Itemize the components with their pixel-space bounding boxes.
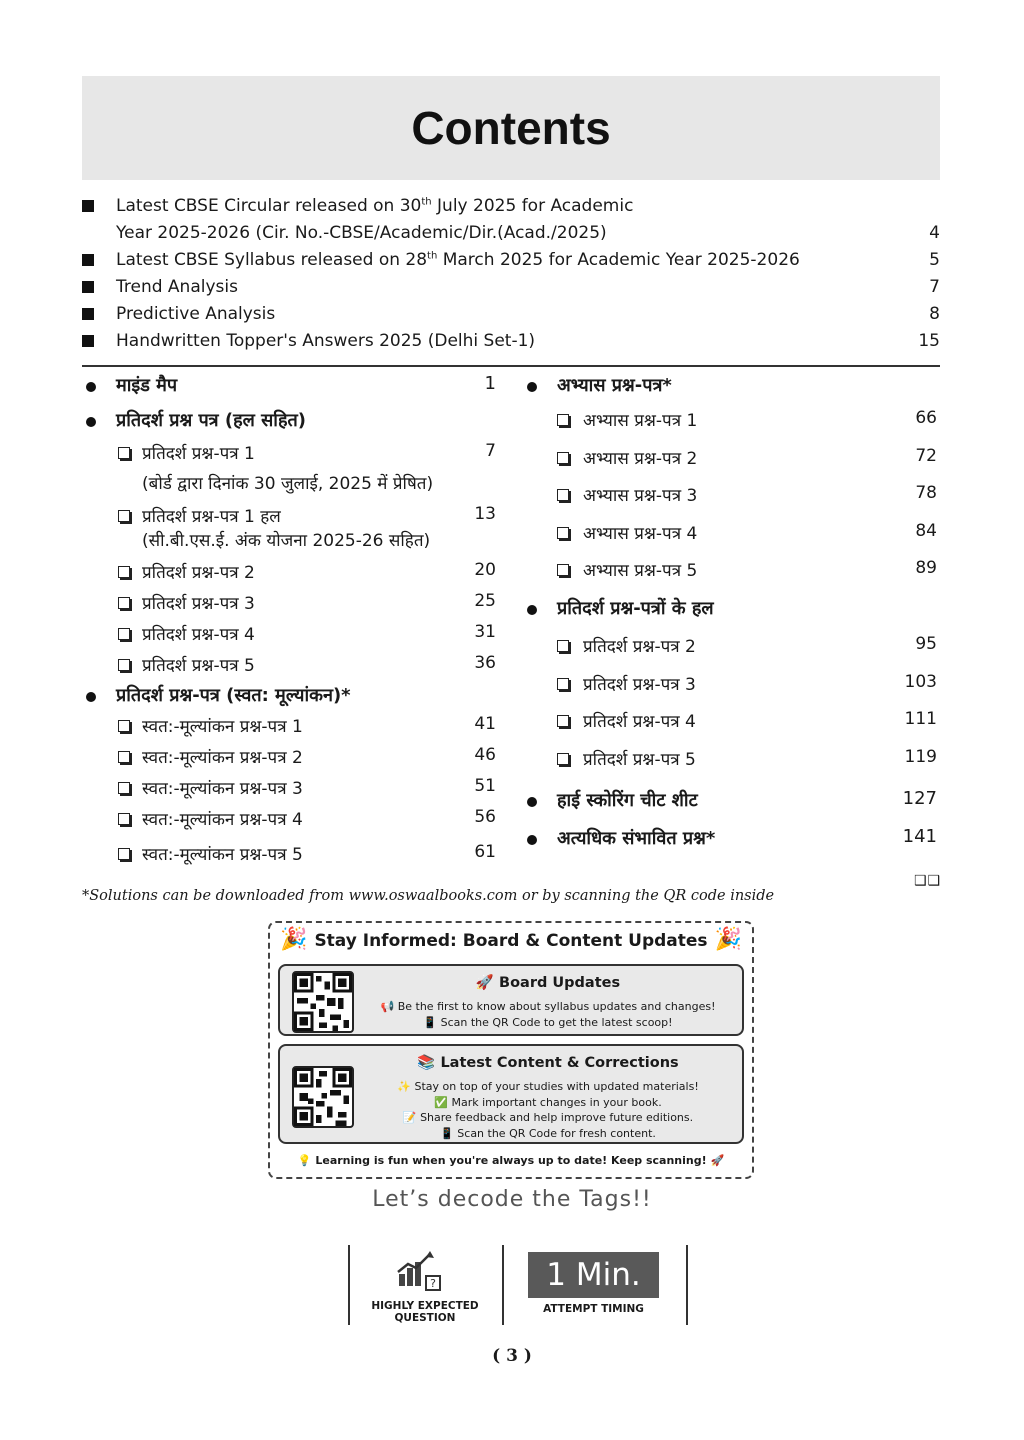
checkbox-icon [557,753,569,765]
page-number: 5 [929,250,940,270]
divider [502,1245,504,1325]
round-bullet-icon [527,605,537,615]
checkbox-icon [557,715,569,727]
divider [686,1245,688,1325]
square-bullet-icon [82,335,94,347]
checkbox-icon [557,527,569,539]
page-title: Contents [411,102,611,154]
footnote: *Solutions can be downloaded from www.oswaalbooks.com or by scanning the QR code inside [82,888,775,904]
checkbox-icon [557,564,569,576]
square-bullet-icon [82,254,94,266]
round-bullet-icon [86,417,96,427]
title-band [82,76,940,180]
top-entries [82,193,940,355]
highly-expected-label: HIGHLY EXPECTED QUESTION [371,1300,479,1324]
page-number: 15 [918,331,940,351]
checkbox-icon [557,489,569,501]
round-bullet-icon [86,692,96,702]
end-mark: ❑❑ [914,873,942,889]
checkbox-icon [557,640,569,652]
checkbox-icon [118,751,130,763]
round-bullet-icon [527,835,537,845]
list-item: Year 2025-2026 (Cir. No.-CBSE/Academic/Dir.(Acad./2025) 4 [82,220,940,247]
round-bullet-icon [527,797,537,807]
list-item: Latest CBSE Circular released on 30th July 2025 for Academic [82,193,940,220]
attempt-timing-badge: 1 Min. [528,1252,659,1298]
page-number: 4 [929,223,940,243]
page-number: ( 3 ) [492,1346,532,1366]
rocket-icon: 🚀 [475,975,494,991]
square-bullet-icon [82,281,94,293]
checkbox-icon [118,848,130,860]
party-popper-icon: 🎉 [714,927,742,952]
updates-box: 🎉 🎉 Stay Informed: Board & Content Updates 🚀 Board Updates 📢 Be the first to know about syllabus updates and changes! 📱 Scan the QR Code to get the latest scoop! 📚 Latest Content & Corrections ✨ Stay on top of your studies with updated materials! ✅ Mark important changes in your book. 📝 Share feedback and help improve future editions. 📱 Scan the QR Code for fresh content. 💡 Learning is fun when you're always up to date! Keep scanning! 🚀 [268,921,754,1179]
books-icon: 📚 [417,1055,436,1071]
round-bullet-icon [527,382,537,392]
checkbox-icon [118,782,130,794]
checkbox-icon [557,452,569,464]
item-note: (बोर्ड द्वारा दिनांक 30 जुलाई, 2025 में प्रेषित) [142,474,434,494]
checkbox-icon [118,813,130,825]
content-updates-card: 📚 Latest Content & Corrections ✨ Stay on top of your studies with updated materials! ✅ Mark important changes in your book. 📝 Share feedback and help improve future editions. 📱 Scan the QR Code for fresh content. [278,1044,744,1144]
checkbox-icon [118,720,130,732]
checkbox-icon [118,597,130,609]
checkbox-icon [557,678,569,690]
tags-title: Let’s decode the Tags!! [372,1187,652,1212]
updates-title: Stay Informed: Board & Content Updates [314,931,708,951]
square-bullet-icon [82,200,94,212]
qr-code-icon[interactable] [292,1066,354,1128]
checkbox-icon [118,566,130,578]
bulb-icon: 💡 [297,1154,312,1167]
list-item: Latest CBSE Syllabus released on 28th March 2025 for Academic Year 2025-2026 5 [82,247,940,274]
attempt-timing-label: ATTEMPT TIMING [543,1303,644,1315]
board-updates-card: 🚀 Board Updates 📢 Be the first to know about syllabus updates and changes! 📱 Scan the QR Code to get the latest scoop! [278,964,744,1036]
page-number: 8 [929,304,940,324]
qr-code-icon[interactable] [292,971,354,1033]
chart-question-icon [396,1250,444,1292]
checkbox-icon [118,510,130,522]
checkbox-icon [118,659,130,671]
list-item: Predictive Analysis 8 [82,301,940,328]
party-popper-icon: 🎉 [280,927,308,952]
divider [348,1245,350,1325]
list-item: Handwritten Topper's Answers 2025 (Delhi Set-1) 15 [82,328,940,355]
divider [82,365,940,367]
checkbox-icon [557,414,569,426]
round-bullet-icon [86,382,96,392]
item-note: (सी.बी.एस.ई. अंक योजना 2025-26 सहित) [142,531,431,551]
rocket-icon: 🚀 [710,1154,725,1167]
svg-text:?: ? [430,1277,436,1290]
list-item: Trend Analysis 7 [82,274,940,301]
checkbox-icon [118,447,130,459]
page-number: 7 [929,277,940,297]
checkbox-icon [118,628,130,640]
square-bullet-icon [82,308,94,320]
